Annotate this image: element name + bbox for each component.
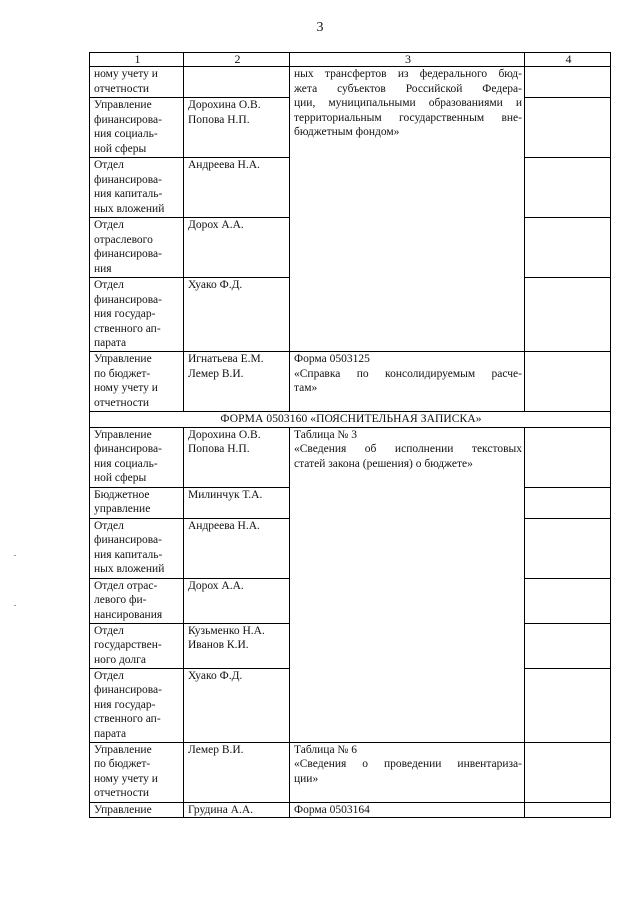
table-row (90, 427, 611, 487)
col4-cell (525, 742, 611, 802)
dept-line: ной сферы (94, 472, 147, 485)
dept-line: финансирова- (94, 443, 162, 456)
dept-cell (90, 668, 184, 742)
dept-line: левого фи- (94, 594, 147, 607)
description-line: там» (294, 382, 318, 395)
dept-line: Управление (94, 428, 152, 441)
dept-line: Отдел (94, 219, 124, 231)
dept-cell (90, 487, 184, 518)
description-line: ции» (294, 772, 319, 785)
name-line: Милинчук Т.А. (188, 488, 263, 501)
col4-cell (525, 218, 611, 278)
col4-cell (525, 668, 611, 742)
dept-cell (90, 158, 184, 218)
dept-line: отчетности (94, 82, 150, 95)
page-number: 3 (316, 20, 324, 35)
description-cell (290, 427, 525, 742)
col4-cell (525, 578, 611, 623)
dept-line: Отдел (94, 669, 124, 682)
dept-line: по бюджет- (94, 367, 151, 380)
dept-line: финансирова- (94, 293, 162, 306)
section-row (90, 412, 611, 428)
dept-line: ной сферы (94, 142, 147, 155)
name-line: Попова Н.П. (188, 443, 250, 456)
dept-line: Управление (94, 803, 152, 816)
dept-line: отчетности (94, 787, 150, 800)
names-cell (184, 218, 290, 278)
col4-cell (525, 278, 611, 352)
dept-line: ному учету и (94, 382, 158, 395)
dept-line: государствен- (94, 639, 162, 652)
col4-cell (525, 487, 611, 518)
description-line: ных трансфертов из федерального бюд- (294, 68, 522, 80)
name-line: Хуако Ф.Д. (188, 279, 243, 291)
dept-line: ственного ап- (94, 322, 161, 335)
header-cell-1: 1 (90, 53, 184, 67)
names-cell (184, 278, 290, 352)
description-line: Форма 0503125 (294, 353, 370, 365)
names-cell (184, 98, 290, 158)
dept-line: финансирова- (94, 113, 162, 126)
name-line: Андреева Н.А. (188, 159, 260, 171)
header-cell-4: 4 (525, 53, 611, 67)
dept-line: Бюджетное (94, 488, 150, 501)
scan-speck (14, 605, 16, 606)
table-row (90, 67, 611, 98)
dept-line: финансирова- (94, 173, 162, 186)
description-line: ции, муниципальными образованиями и (294, 97, 522, 110)
name-line: Кузьменко Н.А. (188, 624, 265, 637)
dept-cell (90, 578, 184, 623)
dept-line: ственного ап- (94, 713, 161, 726)
dept-cell (90, 742, 184, 802)
name-line: Хуако Ф.Д. (188, 669, 243, 682)
dept-line: парата (94, 337, 127, 350)
col4-cell (525, 98, 611, 158)
description-line: статей закона (решения) о бюджете» (294, 457, 473, 470)
dept-line: парата (94, 727, 127, 740)
dept-line: Управление (94, 99, 152, 111)
name-line: Грудина А.А. (188, 803, 254, 816)
col4-cell (525, 67, 611, 98)
description-cell (290, 352, 525, 412)
dept-line: Отдел (94, 624, 124, 637)
dept-line: ния социаль- (94, 457, 158, 470)
dept-line: ния государ- (94, 698, 156, 711)
dept-line: ных вложений (94, 563, 165, 576)
name-line: Иванов К.И. (188, 639, 249, 652)
dept-line: Управление (94, 743, 152, 756)
description-line: «Справка по консолидируемым расче- (294, 367, 522, 380)
table-row (90, 742, 611, 802)
names-cell (184, 578, 290, 623)
col4-cell (525, 427, 611, 487)
section-title: ФОРМА 0503160 «ПОЯСНИТЕЛЬНАЯ ЗАПИСКА» (90, 412, 611, 428)
description-line: Форма 0503164 (294, 803, 370, 816)
description-line: «Сведения об исполнении текстовых (294, 443, 522, 456)
col4-cell (525, 158, 611, 218)
dept-line: Отдел (94, 519, 124, 532)
dept-line: отчетности (94, 396, 150, 409)
dept-cell (90, 67, 184, 98)
description-line: жета субъектов Российской Федера- (294, 82, 522, 95)
dept-line: ния (94, 262, 112, 275)
name-line: Андреева Н.А. (188, 519, 260, 532)
dept-line: ного долга (94, 653, 146, 666)
col4-cell (525, 518, 611, 578)
name-line: Дорохина О.В. (188, 428, 261, 441)
table-row (90, 352, 611, 412)
dept-cell (90, 98, 184, 158)
description-line: Таблица № 6 (294, 743, 358, 756)
col4-cell (525, 802, 611, 818)
dept-line: по бюджет- (94, 758, 151, 771)
names-cell (184, 158, 290, 218)
names-cell (184, 67, 290, 98)
dept-line: нансирования (94, 608, 163, 621)
dept-cell (90, 218, 184, 278)
dept-line: управление (94, 503, 151, 516)
dept-line: ния капиталь- (94, 548, 163, 561)
description-line: Таблица № 3 (294, 428, 358, 441)
names-cell (184, 427, 290, 487)
name-line: Дорох А.А. (188, 219, 244, 231)
description-cell (290, 742, 525, 802)
names-cell (184, 668, 290, 742)
dept-line: финансирова- (94, 684, 162, 697)
dept-cell (90, 278, 184, 352)
dept-line: финансирова- (94, 248, 162, 261)
dept-line: ния государ- (94, 308, 156, 321)
dept-line: ния социаль- (94, 128, 158, 141)
name-line: Лемер В.И. (188, 743, 244, 756)
dept-line: ных вложений (94, 202, 165, 215)
description-cell (290, 67, 525, 352)
dept-line: Управление (94, 353, 152, 365)
description-line: территориальным государственным вне- (294, 111, 522, 124)
table-header-row (90, 53, 611, 67)
table-row (90, 802, 611, 818)
dept-cell (90, 518, 184, 578)
header-cell-3: 3 (290, 53, 525, 67)
dept-line: финансирова- (94, 534, 162, 547)
dept-line: ному учету и (94, 68, 158, 80)
names-cell (184, 518, 290, 578)
description-line: «Сведения о проведении инвентариза- (294, 758, 522, 771)
scan-speck (14, 555, 16, 556)
dept-line: ния капиталь- (94, 188, 163, 201)
col4-cell (525, 623, 611, 668)
names-cell (184, 623, 290, 668)
dept-line: отраслевого (94, 233, 153, 246)
name-line: Лемер В.И. (188, 367, 244, 380)
name-line: Дорохина О.В. (188, 99, 261, 111)
name-line: Попова Н.П. (188, 113, 250, 126)
dept-cell (90, 802, 184, 818)
dept-line: Отдел отрас- (94, 579, 158, 592)
dept-line: ному учету и (94, 772, 158, 785)
dept-line: Отдел (94, 159, 124, 171)
dept-cell (90, 427, 184, 487)
header-cell-2: 2 (184, 53, 290, 67)
names-cell (184, 802, 290, 818)
names-cell (184, 742, 290, 802)
dept-line: Отдел (94, 279, 124, 291)
document-table (89, 52, 611, 818)
dept-cell (90, 623, 184, 668)
description-cell (290, 802, 525, 818)
description-line: бюджетным фондом» (294, 126, 400, 139)
col4-cell (525, 352, 611, 412)
name-line: Дорох А.А. (188, 579, 244, 592)
name-line: Игнатьева Е.М. (188, 353, 264, 365)
names-cell (184, 352, 290, 412)
names-cell (184, 487, 290, 518)
dept-cell (90, 352, 184, 412)
